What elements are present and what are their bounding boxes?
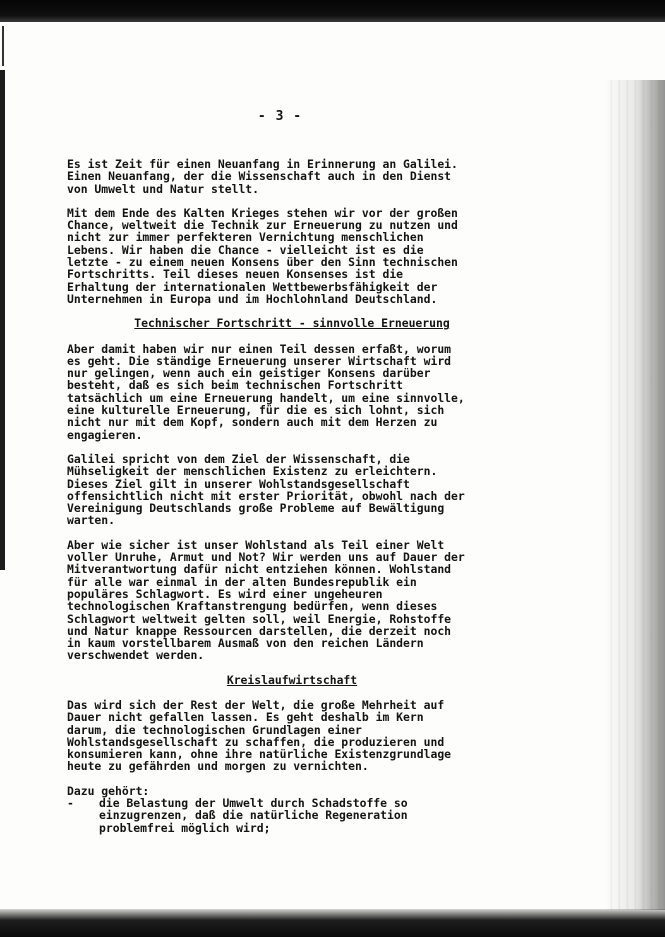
text-line: voller Unruhe, Armut und Not? Wir werden uns auf Dauer der <box>67 550 465 565</box>
text-line: populäres Schlagwort. Es wird einer ungeheuren <box>67 586 383 601</box>
text-line: letzte - zu einem neuen Konsens über den Sinn technischen <box>67 255 458 270</box>
text-line: nur gelingen, wenn auch ein geistiger Konsens darüber <box>67 366 431 381</box>
paragraph <box>67 453 517 527</box>
text-line: verschwendet werden. <box>67 648 205 663</box>
text-line: Mitverantwortung dafür nicht entziehen können. Wohlstand <box>67 562 452 577</box>
text-line: Aber wie sicher ist unser Wohlstand als Teil einer Welt <box>67 537 445 552</box>
scan-border-left <box>0 70 5 570</box>
scan-noise-right <box>605 80 665 910</box>
text-line: von Umwelt und Natur stellt. <box>67 181 260 196</box>
text-line: offensichtlich nicht mit erster Priorität, obwohl nach der <box>67 488 465 503</box>
text-line: in kaum vorstellbarem Ausmaß von den reichen Ländern <box>67 636 424 651</box>
text-line: Wohlstandsgesellschaft zu schaffen, die produzieren und <box>67 734 445 749</box>
text-line: Erhaltung der internationalen Wettbewerbsfähigkeit der <box>67 279 438 294</box>
paragraph <box>67 343 517 441</box>
text-line: nicht nur mit dem Kopf, sondern auch mit dem Herzen zu <box>67 415 438 430</box>
paragraph <box>67 539 517 662</box>
text-line: Lebens. Wir haben die Chance - vielleicht ist es die <box>67 242 424 257</box>
text-line: Mit dem Ende des Kalten Krieges stehen wir vor der großen <box>67 205 458 220</box>
text-line: die Belastung der Umwelt durch Schadstoffe so <box>99 796 408 811</box>
section-heading: Kreislaufwirtschaft <box>226 672 358 687</box>
text-line: es geht. Die ständige Erneuerung unserer Wirtschaft wird <box>67 353 452 368</box>
text-line: Dieses Ziel gilt in unserer Wohlstandsgesellschaft <box>67 476 410 491</box>
text-line: problemfrei möglich wird; <box>99 820 271 835</box>
text-line: Vereinigung Deutschlands große Probleme auf Bewältigung <box>67 501 445 516</box>
text-line: Es ist Zeit für einen Neuanfang in Erinnerung an Galilei. <box>67 157 458 171</box>
text-line: Unternehmen in Europa und im Hochlohnland Deutschland. <box>67 291 438 306</box>
list-intro: Dazu gehört: <box>67 783 150 798</box>
document-body <box>67 158 517 846</box>
section-heading: Technischer Fortschritt - sinnvolle Erneuerung <box>134 316 450 331</box>
text-line: tatsächlich um eine Erneuerung handelt, um eine sinnvolle, <box>67 390 465 405</box>
text-line: Galilei spricht von dem Ziel der Wissenschaft, die <box>67 451 410 466</box>
list-block <box>67 785 517 834</box>
list-bullet: - <box>67 796 74 811</box>
text-line: einzugrenzen, daß die natürliche Regeneration <box>99 808 408 823</box>
scan-border-top <box>0 0 665 22</box>
text-line: Dauer nicht gefallen lassen. Es geht deshalb im Kern <box>67 710 424 725</box>
text-line: Das wird sich der Rest der Welt, die große Mehrheit auf <box>67 697 445 712</box>
text-line: heute zu gefährden und morgen zu vernichten. <box>67 759 369 774</box>
scan-mark-left <box>2 26 14 66</box>
text-line: technologischen Kraftanstrengung bedürfen, wenn dieses <box>67 599 438 614</box>
paragraph <box>67 699 517 773</box>
text-line: Fortschritts. Teil dieses neuen Konsenses ist die <box>67 267 404 282</box>
text-line: Chance, weltweit die Technik zur Erneuerung zu nutzen und <box>67 218 458 233</box>
paragraph <box>67 207 517 305</box>
text-line: Schlagwort weltweit gelten soll, weil Energie, Rohstoffe <box>67 611 452 626</box>
text-line: warten. <box>67 513 116 528</box>
page-number: - 3 - <box>257 109 303 124</box>
text-line: Einen Neuanfang, der die Wissenschaft auch in den Dienst <box>67 169 452 184</box>
text-line: und Natur knappe Ressourcen darstellen, die derzeit noch <box>67 623 452 638</box>
list-item <box>67 797 517 834</box>
scan-border-bottom <box>0 909 665 937</box>
text-line: besteht, daß es sich beim technischen Fortschritt <box>67 378 404 393</box>
text-line: engagieren. <box>67 427 143 442</box>
text-line: darum, die technologischen Grundlagen einer <box>67 722 362 737</box>
text-line: konsumieren kann, ohne ihre natürliche Existenzgrundlage <box>67 747 452 762</box>
text-line: nicht zur immer perfekteren Vernichtung menschlichen <box>67 230 424 245</box>
text-line: Aber damit haben wir nur einen Teil dessen erfaßt, worum <box>67 341 452 356</box>
text-line: Mühseligkeit der menschlichen Existenz zu erleichtern. <box>67 464 438 479</box>
text-line: eine kulturelle Erneuerung, für die es sich lohnt, sich <box>67 403 445 418</box>
text-line: für alle war einmal in der alten Bundesrepublik ein <box>67 574 417 589</box>
paragraph <box>67 158 517 195</box>
